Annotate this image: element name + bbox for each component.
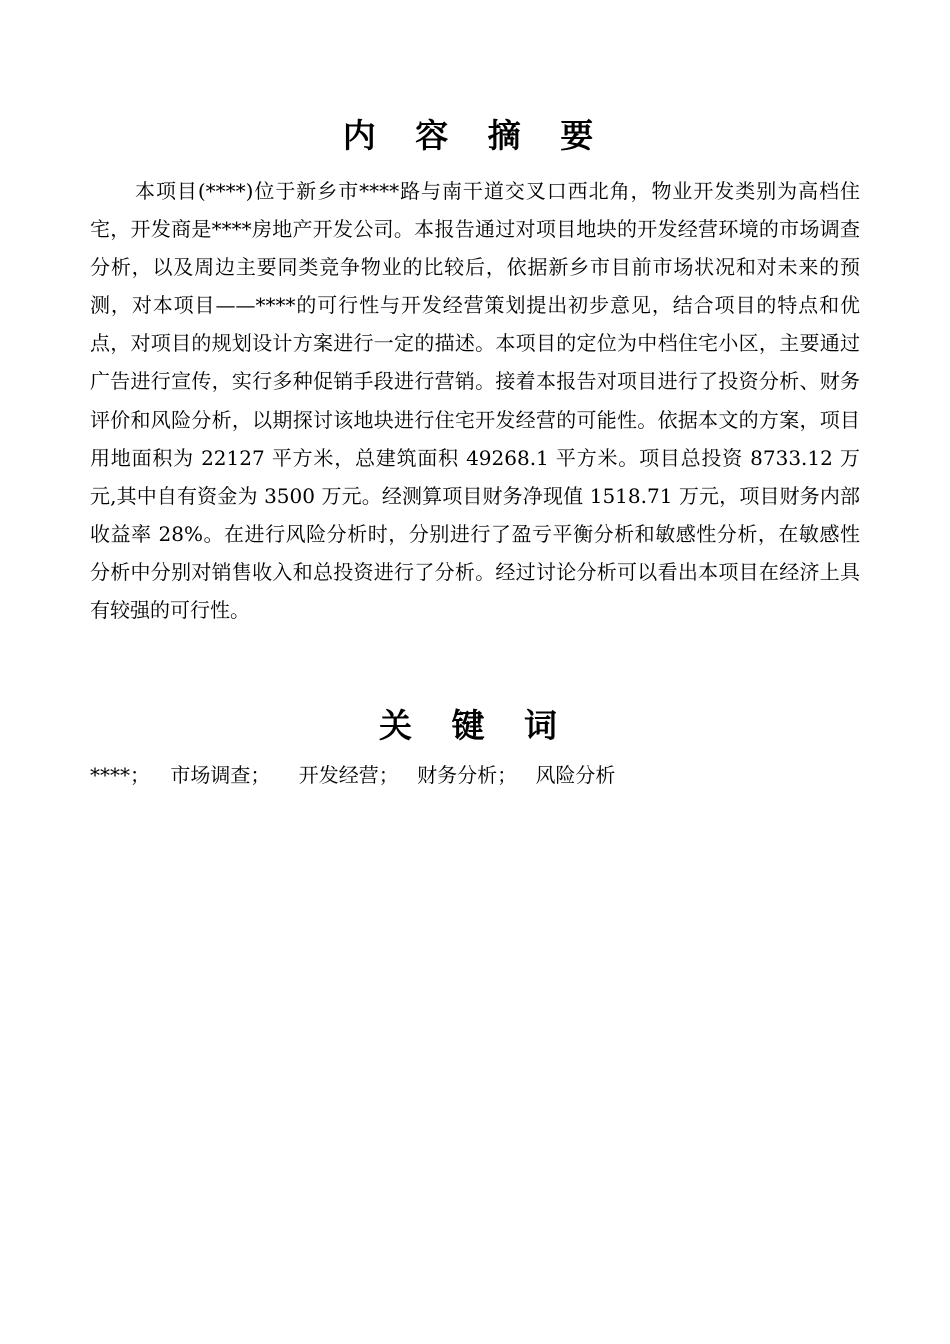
keyword-item: 财务分析； [417,763,518,787]
keyword-item: 开发经营； [298,763,399,787]
abstract-body: 本项目(****)位于新乡市****路与南干道交叉口西北角，物业开发类别为高档住宅，开发商是****房地产开发公司。本报告通过对项目地块的开发经营环境的市场调查分析，以及周边主要同类竞争物业的比较后，依据新乡市目前市场状况和对未来的预测，对本项目——****的可行性与开发经营策划提出初步意见，结合项目的特点和优点，对项目的规划设计方案进行一定的描述。本项目的定位为中档住宅小区，主要通过广告进行宣传，实行多种促销手段进行营销。接着本报告对项目进行了投资分析、财务评价和风险分析，以期探讨该地块进行住宅开发经营的可能性。依据本文的方案，项目用地面积为 22127 平方米，总建筑面积 49268.1 平方米。项目总投资 8733.12 万元,其中自有资金为 3500 万元。经测算项目财务净现值 1518.71 万元，项目财务内部收益率 28%。在进行风险分析时，分别进行了盈亏平衡分析和敏感性分析，在敏感性分析中分别对销售收入和总投资进行了分析。经过讨论分析可以看出本项目在经济上具有较强的可行性。 [90,179,860,623]
abstract-title: 内 容 摘 要 [342,116,608,155]
keywords-title: 关 键 词 [379,706,571,745]
keyword-item: ****； [90,763,150,787]
keyword-item: 市场调查； [170,763,271,787]
keywords-list [90,761,860,789]
keyword-item: 风险分析 [535,763,616,787]
